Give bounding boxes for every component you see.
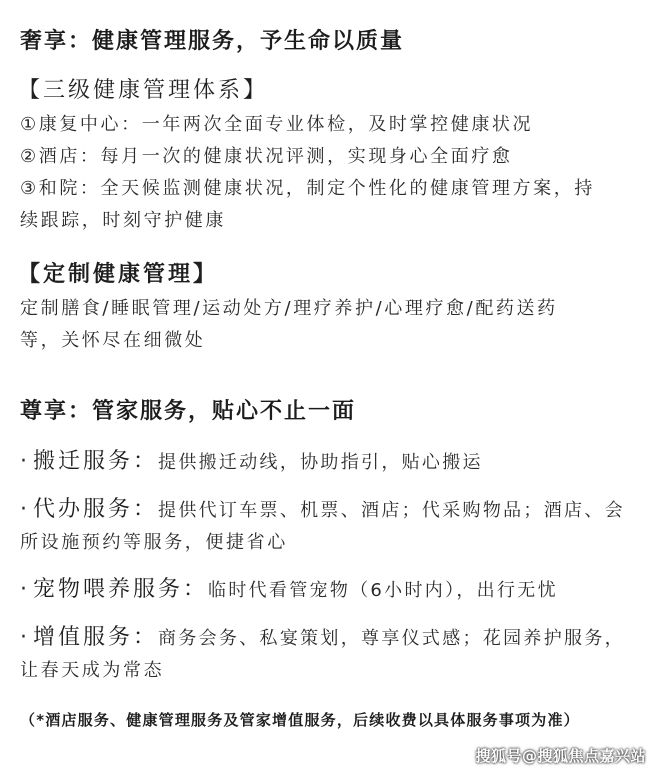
service-title: 增值服务： — [33, 625, 159, 650]
service-description-continued: 所设施预约等服务，便捷省心 — [20, 532, 288, 553]
service-description: 提供代订车票、机票、酒店；代采购物品；酒店、会 — [158, 500, 625, 521]
service-item-moving — [20, 446, 483, 479]
service-title: 宠物喂养服务： — [33, 577, 209, 602]
section-heading-health: 奢享：健康管理服务，予生命以质量 — [20, 29, 405, 54]
service-item-errands — [20, 494, 625, 527]
section-heading-butler: 尊享：管家服务，贴心不止一面 — [20, 399, 357, 424]
paragraph-line: ③和院：全天候监测健康状况，制定个性化的健康管理方案，持 — [20, 178, 595, 199]
service-item-pet-care — [20, 574, 558, 607]
bullet: · — [20, 625, 27, 650]
service-title: 代办服务： — [33, 497, 159, 522]
paragraph-line: 续跟踪，时刻守护健康 — [20, 210, 226, 231]
service-description: 临时代看管宠物（6小时内），出行无忧 — [208, 580, 558, 601]
service-description: 提供搬迁动线，协助指引，贴心搬运 — [158, 452, 483, 473]
bullet: · — [20, 449, 27, 474]
paragraph-line: 等，关怀尽在细微处 — [20, 330, 206, 351]
service-description-continued: 让春天成为常态 — [20, 660, 165, 681]
bullet: · — [20, 497, 27, 522]
bullet: · — [20, 577, 27, 602]
subsection-heading-custom: 【定制健康管理】 — [18, 262, 219, 287]
footnote: （*酒店服务、健康管理服务及管家增值服务，后续收费以具体服务事项为准） — [20, 711, 580, 729]
subsection-heading-three-level: 【三级健康管理体系】 — [18, 78, 269, 103]
watermark: 搜狐号@搜狐焦点嘉兴站 — [475, 747, 646, 765]
paragraph-line: 定制膳食/睡眠管理/运动处方/理疗养护/心理疗愈/配药送药 — [20, 298, 558, 319]
service-description: 商务会务、私宴策划，尊享仪式感；花园养护服务， — [158, 628, 625, 649]
paragraph-line: ①康复中心：一年两次全面专业体检，及时掌控健康状况 — [20, 114, 534, 135]
service-title: 搬迁服务： — [33, 449, 159, 474]
service-item-value-added — [20, 622, 625, 655]
paragraph-line: ②酒店：每月一次的健康状况评测，实现身心全面疗愈 — [20, 146, 513, 167]
